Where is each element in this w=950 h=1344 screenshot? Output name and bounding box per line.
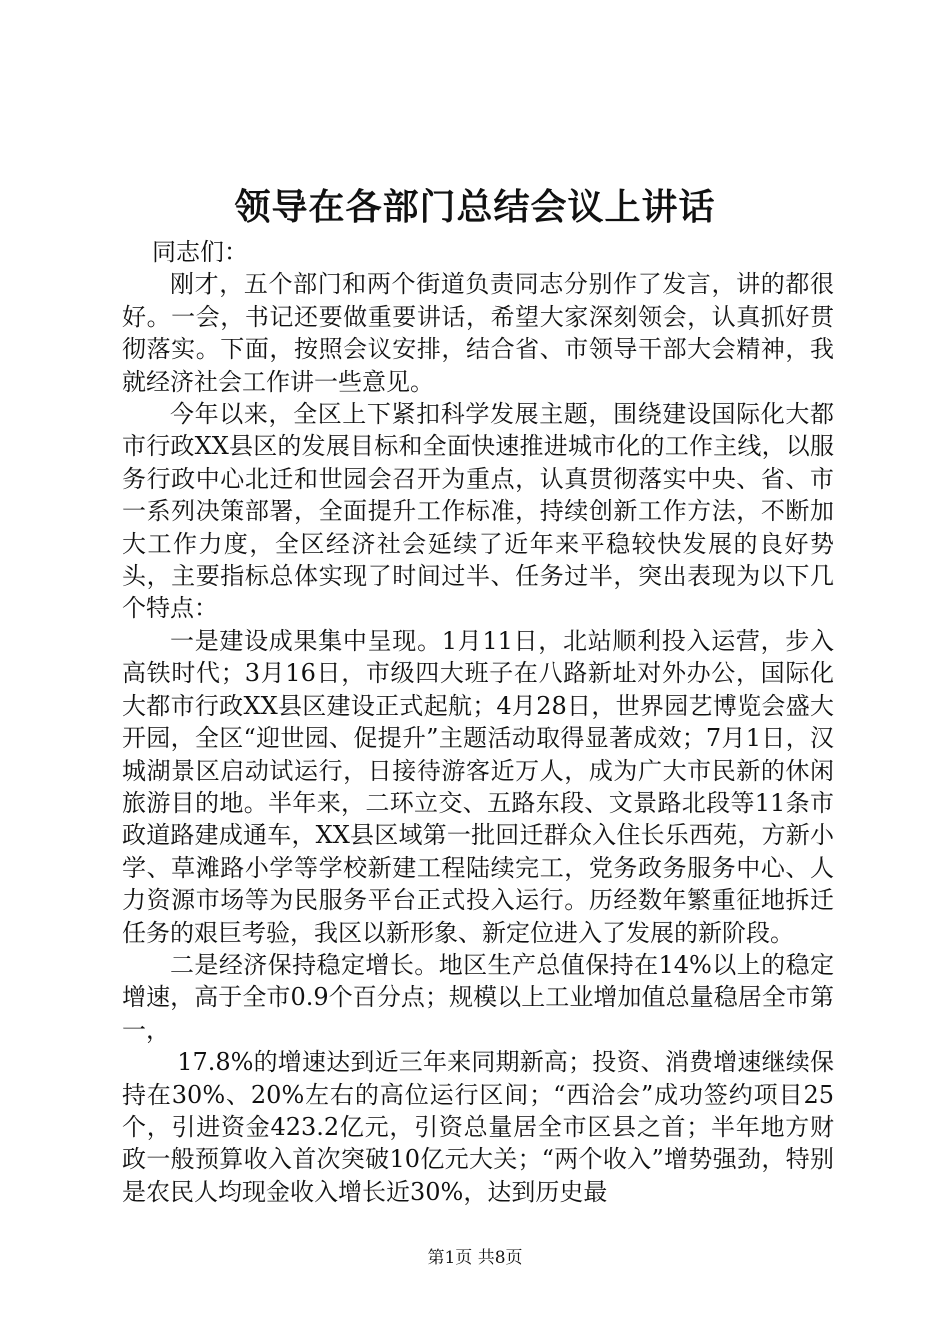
- page-number-footer: 第1页 共8页: [427, 1248, 523, 1268]
- document-body: [122, 236, 834, 1208]
- body-paragraph-2: 今年以来，全区上下紧扣科学发展主题，围绕建设国际化大都市行政XX县区的发展目标和全面快速推进城市化的工作主线，以服务行政中心北迁和世园会召开为重点，认真贯彻落实中央、省、市一系列决策部署，全面提升工作标准，持续创新工作方法，不断加大工作力度，全区经济社会延续了近年来平稳较快发展的良好势头，主要指标总体实现了时间过半、任务过半，突出表现为以下几个特点：: [122, 400, 834, 623]
- body-paragraph-1: 刚才，五个部门和两个街道负责同志分别作了发言，讲的都很好。一会，书记还要做重要讲话，希望大家深刻领会，认真抓好贯彻落实。下面，按照会议安排，结合省、市领导干部大会精神，我就经济社会工作讲一些意见。: [122, 270, 834, 396]
- document-title: 领导在各部门总结会议上讲话: [234, 186, 716, 228]
- body-paragraph-4: 二是经济保持稳定增长。地区生产总值保持在14%以上的稳定增速，高于全市0.9个百分点；规模以上工业增加值总量稳居全市第一，: [122, 950, 834, 1044]
- body-paragraph-5: 17.8%的增速达到近三年来同期新高；投资、消费增速继续保持在30%、20%左右的高位运行区间；“西洽会”成功签约项目25个，引进资金423.2亿元，引资总量居全市区县之首；半年地方财政一般预算收入首次突破10亿元大关；“两个收入”增势强劲，特别是农民人均现金收入增长近30%，达到历史最: [122, 1048, 834, 1206]
- greeting-paragraph: 同志们：: [152, 238, 248, 266]
- body-paragraph-3: 一是建设成果集中呈现。1月11日，北站顺利投入运营，步入高铁时代；3月16日，市级四大班子在八路新址对外办公，国际化大都市行政XX县区建设正式起航；4月28日，世界园艺博览会盛大开园，全区“迎世园、促提升”主题活动取得显著成效；7月1日，汉城湖景区启动试运行，日接待游客近万人，成为广大市民新的休闲旅游目的地。半年来，二环立交、五路东段、文景路北段等11条市政道路建成通车，XX县区域第一批回迁群众入住长乐西苑，方新小学、草滩路小学等学校新建工程陆续完工，党务政务服务中心、人力资源市场等为民服务平台正式投入运行。历经数年繁重征地拆迁任务的艰巨考验，我区以新形象、新定位进入了发展的新阶段。: [122, 626, 834, 947]
